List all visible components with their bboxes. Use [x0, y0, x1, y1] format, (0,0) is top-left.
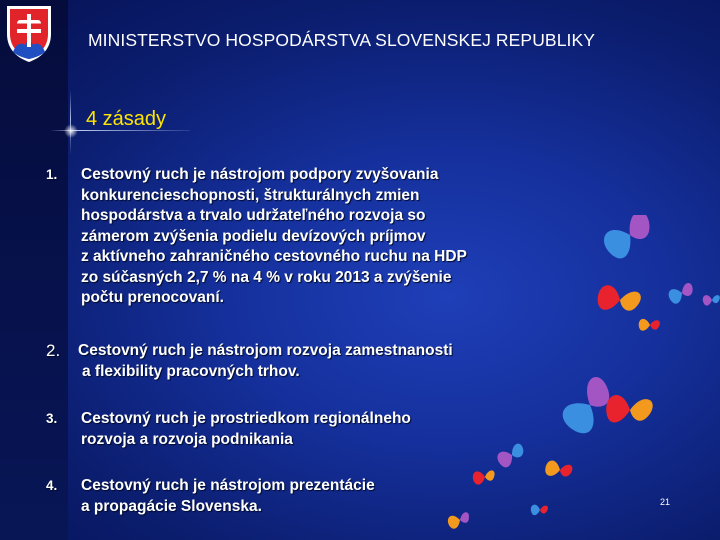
left-sidebar [0, 0, 68, 540]
text-line: hospodárstva a trvalo udržateľného rozvoja so [81, 207, 426, 224]
list-item-text [78, 341, 558, 382]
text-line: Cestovný ruch je nástrojom podpory zvyšovania [81, 166, 439, 183]
list-item-text [81, 409, 561, 450]
text-line: zámerom zvýšenia podielu devízových príjmov [81, 227, 426, 245]
ministry-title: MINISTERSTVO HOSPODÁRSTVA SLOVENSKEJ REPUBLIKY [88, 30, 596, 50]
text-line: konkurencieschopnosti, štrukturálnych zmien [81, 186, 420, 204]
list-item-number: 2. [46, 341, 61, 360]
list-item-number: 1. [46, 167, 58, 182]
text-line: počtu prenocovaní. [81, 289, 224, 306]
list-item-text [81, 165, 561, 309]
page-number: 21 [660, 497, 671, 507]
slovak-coat-of-arms-icon [5, 4, 53, 64]
text-line: Cestovný ruch je nástrojom prezentácie [81, 477, 375, 494]
text-line: z aktívneho zahraničného cestovného ruchu na HDP [81, 248, 467, 265]
list-item-text [81, 476, 561, 517]
text-line: Cestovný ruch je prostriedkom regionálneho [81, 410, 411, 427]
section-title: 4 zásady [86, 108, 167, 130]
list-item-number: 4. [46, 478, 58, 493]
text-line: zo súčasných 2,7 % na 4 % v roku 2013 a zvýšenie [81, 268, 452, 286]
text-line: Cestovný ruch je nástrojom rozvoja zamestnanosti [78, 342, 453, 359]
cross-glow [64, 124, 78, 138]
cross-line-vertical [70, 90, 71, 155]
text-line: a flexibility pracovných trhov. [82, 362, 300, 380]
list-item-number: 3. [46, 411, 58, 426]
text-line: a propagácie Slovenska. [81, 497, 262, 515]
text-line: rozvoja a rozvoja podnikania [81, 430, 293, 448]
